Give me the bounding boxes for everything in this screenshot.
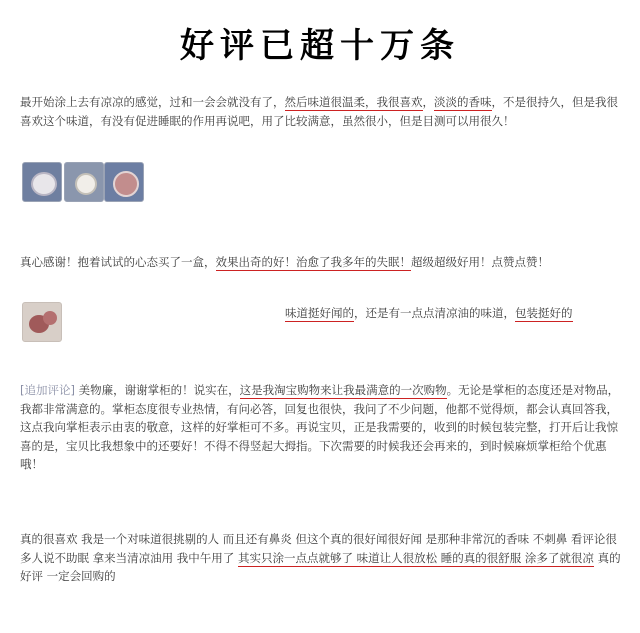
product-tin-image <box>75 173 97 195</box>
page-title: 好评已超十万条 <box>180 26 460 66</box>
highlight-underline: 效果出奇的好！治愈了我多年的失眠！ <box>215 255 411 269</box>
highlight-underline: 淡淡的香味 <box>434 95 492 109</box>
product-tin-image <box>113 171 139 197</box>
follow-up-review-tag: [追加评论] <box>20 383 75 397</box>
review-photo-2[interactable] <box>64 162 104 202</box>
highlight-underline: 其实只涂一点点就够了 味道让人很放松 睡的真的很舒服 涂多了就很凉 <box>237 550 594 565</box>
review-segment: 真的好评 一定会回购的 <box>20 550 621 583</box>
review-segment: 。无论是掌柜的态度还是对物品，我都非常满意的。掌柜态度很专业热情，有问必答，回复也很快，我问了不少问题，他都不觉得烦，都会认真回答我，这点我向掌柜表示由衷的敬意，这样的好掌柜可不多。再说宝贝，正是我需要的，收到的时候包装完整，打开后让我惊喜的是，宝贝比我想象中的还要好！不得不得竖起大拇指。下次需要的时候我还会再来的，到时候麻烦掌柜给个优惠哦！ <box>20 383 620 471</box>
review-photo-4[interactable] <box>22 302 62 342</box>
review-segment: 真心感谢！抱着试试的心态买了一盒， <box>20 255 216 269</box>
review-segment: ， <box>422 95 434 109</box>
review-text-5 <box>20 530 624 586</box>
highlight-underline: 包装挺好的 <box>515 306 573 320</box>
highlight-underline: 我很喜欢 <box>376 95 423 109</box>
highlight-underline: 然后味道很温柔， <box>284 95 377 109</box>
review-segment: ，还是有一点点清凉油的味道， <box>354 306 515 320</box>
review-photo-3[interactable] <box>104 162 144 202</box>
review-segment: 真的很喜欢 我是一个对味道很挑剔的人 而且还有鼻炎 但这个真的很好闻很好闻 是那种非常沉的香味 不刺鼻 看评论很多人说不助眠 拿来当清凉油用 我中午用了 <box>20 532 617 565</box>
review-text-2 <box>20 253 618 272</box>
highlight-underline: 这是我淘宝购物来让我最满意的一次购物 <box>239 383 447 397</box>
review-text-3 <box>285 304 625 323</box>
highlight-underline: 味道挺好闻的 <box>285 306 354 320</box>
review-segment: ，不是很持久，但是我很喜欢这个味道，有没有促进睡眠的作用再说吧，用了比较满意，虽然很小，但是目测可以用很久！ <box>20 95 618 128</box>
product-tin-image <box>31 172 57 196</box>
review-text-1 <box>20 93 618 130</box>
review-segment: 美物廉，谢谢掌柜的！说实在， <box>74 383 240 397</box>
review-text-4 <box>20 381 620 474</box>
review-photo-1[interactable] <box>22 162 62 202</box>
review-segment: 最开始涂上去有凉凉的感觉，过和一会会就没有了， <box>20 95 285 109</box>
product-tin-image <box>43 311 57 325</box>
review-segment: 超级超级好用！点赞点赞！ <box>411 255 549 269</box>
